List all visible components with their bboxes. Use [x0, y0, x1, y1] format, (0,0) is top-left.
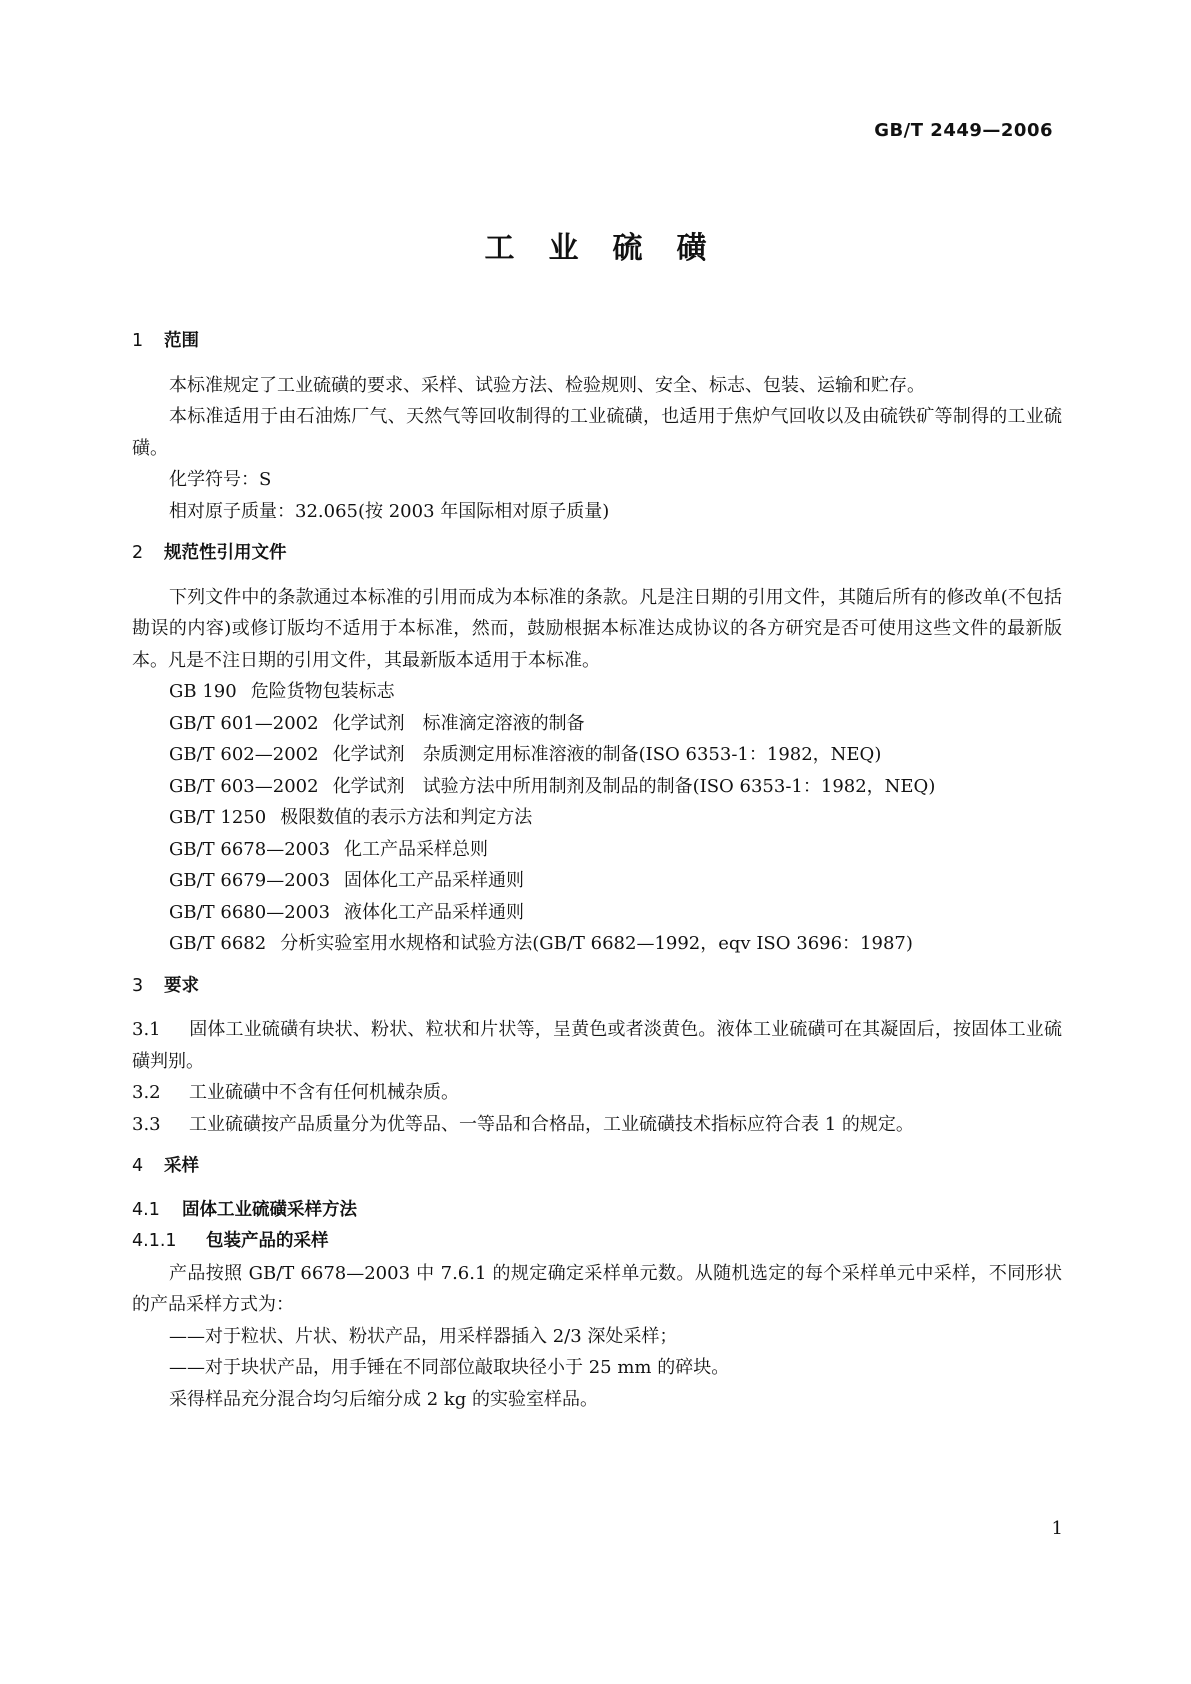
reference-item [169, 897, 1062, 929]
reference-title: 极限数值的表示方法和判定方法 [280, 807, 533, 828]
section-title: 采样 [164, 1156, 199, 1176]
subsection-4-1-1-heading [132, 1226, 1062, 1258]
reference-title: 液体化工产品采样通则 [344, 901, 525, 923]
reference-code: GB/T 6679—2003 [169, 870, 331, 891]
subsection-number: 4.1.1 [132, 1231, 177, 1251]
reference-code: GB/T 1250 [169, 807, 267, 828]
section-title: 范围 [164, 331, 199, 351]
chemical-symbol: 化学符号：S [169, 469, 272, 490]
clause-number: 3.1 [132, 1019, 161, 1040]
reference-code: GB/T 6678—2003 [169, 838, 331, 860]
subsection-title: 固体工业硫磺采样方法 [182, 1199, 357, 1220]
clause-text: 固体工业硫磺有块状、粉状、粒状和片状等，呈黄色或者淡黄色。液体工业硫磺可在其凝固后，按固体工业硫磺判别。 [132, 1019, 1062, 1072]
dash-item: ——对于粒状、片状、粉状产品，用采样器插入 2/3 深处采样； [169, 1325, 678, 1347]
clause-text: 工业硫磺按产品质量分为优等品、一等品和合格品，工业硫磺技术指标应符合表 1 的规定。 [189, 1113, 914, 1135]
reference-list [132, 676, 1062, 960]
paragraph: 产品按照 GB/T 6678—2003 中 7.6.1 的规定确定采样单元数。从随机选定的每个采样单元中采样，不同形状的产品采样方式为： [132, 1262, 1062, 1315]
dash-item: ——对于块状产品，用手锤在不同部位敲取块径小于 25 mm 的碎块。 [169, 1357, 730, 1378]
atomic-mass: 相对原子质量：32.065(按 2003 年国际相对原子质量) [169, 500, 610, 522]
section-number: 4 [132, 1156, 144, 1176]
paragraph: 本标准适用于由石油炼厂气、天然气等回收制得的工业硫磺，也适用于焦炉气回收以及由硫铁矿等制得的工业硫磺。 [132, 406, 1062, 459]
subsection-title: 包装产品的采样 [206, 1231, 329, 1251]
section-number: 3 [132, 975, 144, 996]
standard-number: GB/T 2449—2006 [874, 120, 1053, 141]
section-number: 2 [132, 543, 144, 563]
reference-item [169, 771, 1062, 803]
reference-code: GB/T 603—2002 [169, 775, 319, 797]
reference-item [169, 802, 1062, 834]
reference-item [169, 834, 1062, 866]
section-number: 1 [132, 331, 144, 351]
section-title: 要求 [164, 975, 199, 996]
clause-text: 工业硫磺中不含有任何机械杂质。 [189, 1082, 459, 1103]
reference-code: GB/T 602—2002 [169, 744, 319, 765]
subsection-number: 4.1 [132, 1199, 160, 1220]
clause-number: 3.2 [132, 1082, 161, 1103]
clause-3-1 [132, 1014, 1062, 1077]
reference-code: GB 190 [169, 681, 237, 702]
section-1-heading [132, 326, 1062, 358]
reference-title: 危险货物包装标志 [250, 681, 395, 702]
reference-item [169, 708, 1062, 740]
reference-item [169, 928, 1062, 960]
reference-title: 分析实验室用水规格和试验方法(GB/T 6682—1992，eqv ISO 3696：1987) [280, 933, 913, 954]
section-2-heading [132, 538, 1062, 570]
reference-title: 化学试剂 杂质测定用标准溶液的制备(ISO 6353-1：1982，NEQ) [332, 744, 882, 765]
clause-number: 3.3 [132, 1113, 161, 1135]
page-number: 1 [1051, 1518, 1063, 1539]
document-body [132, 326, 1062, 1415]
section-4-heading [132, 1151, 1062, 1183]
reference-code: GB/T 6680—2003 [169, 901, 331, 923]
section-title: 规范性引用文件 [164, 543, 287, 563]
document-title: 工业硫磺 [484, 231, 741, 266]
paragraph: 下列文件中的条款通过本标准的引用而成为本标准的条款。凡是注日期的引用文件，其随后所有的修改单(不包括勘误的内容)或修订版均不适用于本标准，然而，鼓励根据本标准达成协议的各方研究是否可使用这些文件的最新版本。凡是不注日期的引用文件，其最新版本适用于本标准。 [132, 586, 1062, 671]
reference-title: 化学试剂 试验方法中所用制剂及制品的制备(ISO 6353-1：1982，NEQ) [332, 775, 936, 797]
paragraph: 采得样品充分混合均匀后缩分成 2 kg 的实验室样品。 [169, 1388, 599, 1410]
section-3-heading [132, 971, 1062, 1003]
reference-title: 化学试剂 标准滴定溶液的制备 [332, 712, 585, 734]
reference-item [169, 865, 1062, 897]
reference-code: GB/T 601—2002 [169, 712, 319, 734]
reference-item [169, 676, 1062, 708]
clause-3-2 [132, 1077, 1062, 1109]
reference-title: 固体化工产品采样通则 [344, 870, 525, 891]
clause-3-3 [132, 1109, 1062, 1141]
reference-item [169, 739, 1062, 771]
reference-code: GB/T 6682 [169, 933, 267, 954]
subsection-4-1-heading [132, 1195, 1062, 1227]
reference-title: 化工产品采样总则 [344, 838, 489, 860]
paragraph: 本标准规定了工业硫磺的要求、采样、试验方法、检验规则、安全、标志、包装、运输和贮存。 [169, 374, 925, 396]
